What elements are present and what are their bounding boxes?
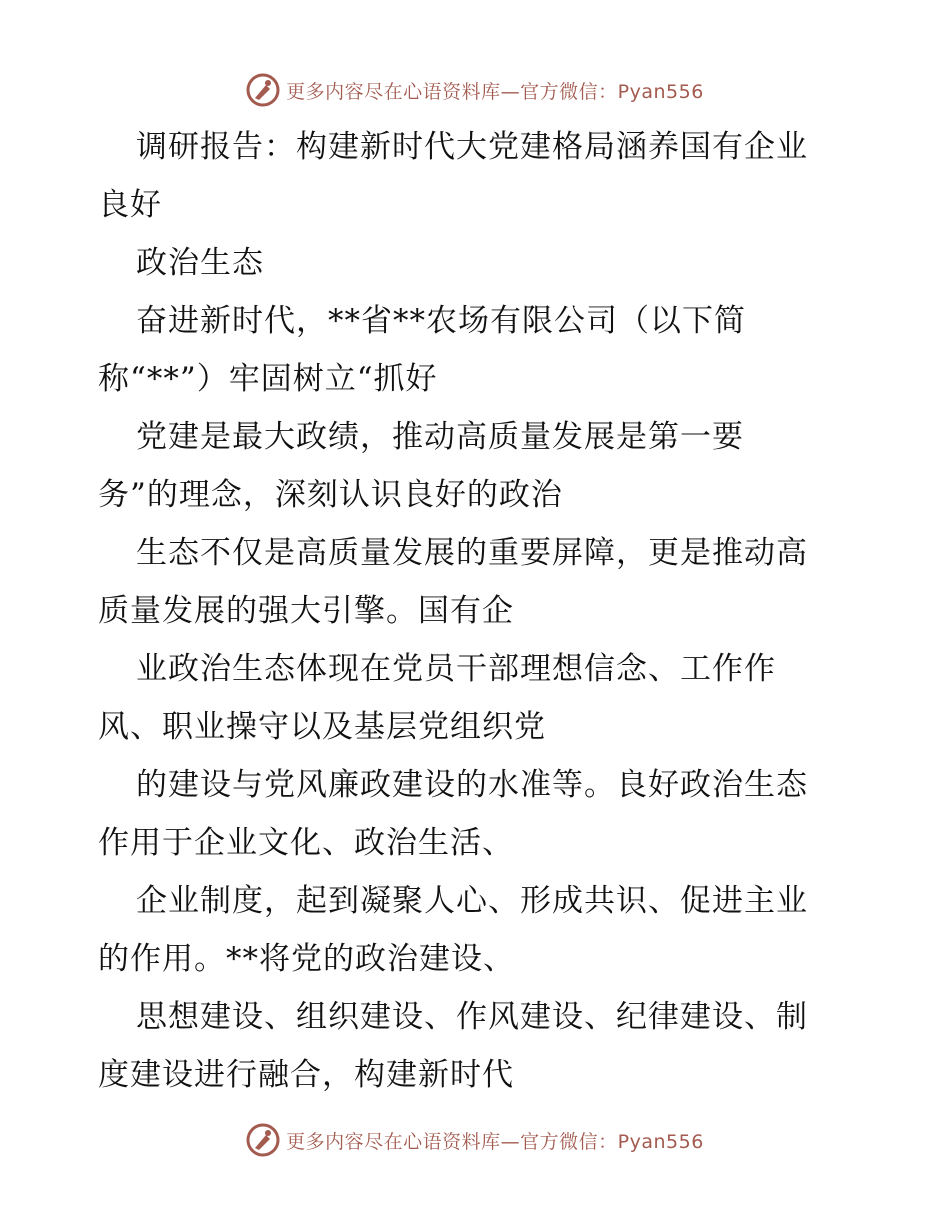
document-body	[98, 118, 858, 1104]
title-line-3: 政治生态	[136, 245, 264, 281]
title-line-2: 良好	[98, 187, 162, 223]
title-line-1: 调研报告：构建新时代大党建格局涵养国有企业	[136, 129, 808, 165]
paragraph-line: 质量发展的强大引擎。国有企	[98, 593, 514, 629]
paragraph-line: 奋进新时代，**省**农场有限公司（以下简	[136, 303, 746, 339]
pen-nib-logo-icon	[246, 73, 280, 107]
paragraph-line: 风、职业操守以及基层党组织党	[98, 709, 546, 745]
paragraph-line: 企业制度，起到凝聚人心、形成共识、促进主业	[136, 883, 808, 919]
paragraph-line: 称“**”）牢固树立“抓好	[98, 361, 438, 397]
paragraph-line: 生态不仅是高质量发展的重要屏障，更是推动高	[136, 535, 808, 571]
footer-watermark-text: 更多内容尽在心语资料库—官方微信：Pyan556	[286, 1130, 704, 1153]
header-watermark	[0, 70, 950, 110]
paragraph-line: 作用于企业文化、政治生活、	[98, 825, 514, 861]
pen-nib-logo-icon	[246, 1123, 280, 1157]
paragraph-line: 务”的理念，深刻认识良好的政治	[98, 477, 563, 513]
paragraph-line: 的建设与党风廉政建设的水准等。良好政治生态	[136, 767, 808, 803]
paragraph-line: 党建是最大政绩，推动高质量发展是第一要	[136, 419, 744, 455]
paragraph-line: 度建设进行融合，构建新时代	[98, 1057, 514, 1093]
paragraph-line: 思想建设、组织建设、作风建设、纪律建设、制	[136, 999, 808, 1035]
paragraph-line: 业政治生态体现在党员干部理想信念、工作作	[136, 651, 776, 687]
header-watermark-text: 更多内容尽在心语资料库—官方微信：Pyan556	[286, 80, 704, 103]
paragraph-line: 的作用。**将党的政治建设、	[98, 941, 515, 977]
footer-watermark	[0, 1120, 950, 1160]
